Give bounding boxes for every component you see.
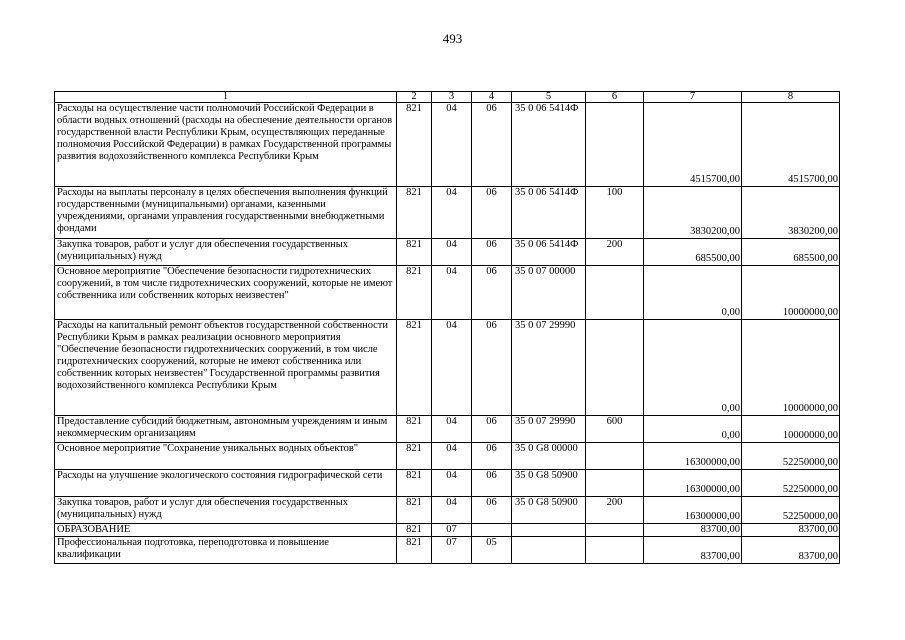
table-row	[55, 470, 840, 497]
row-section: 07	[432, 524, 472, 537]
table-row	[55, 443, 840, 470]
row-amount-col8: 10000000,00	[742, 320, 840, 416]
table-row	[55, 524, 840, 537]
table-row	[55, 239, 840, 266]
row-name: Закупка товаров, работ и услуг для обеспечения государственных (муниципальных) нужд	[55, 239, 397, 266]
row-amount-col8: 10000000,00	[742, 266, 840, 320]
table-row	[55, 266, 840, 320]
row-name: Расходы на улучшение экологического состояния гидрографической сети	[55, 470, 397, 497]
row-section: 04	[432, 103, 472, 187]
header-cell: 2	[397, 92, 432, 103]
row-target-article: 35 0 07 29990	[512, 416, 586, 443]
row-expense-type	[586, 470, 644, 497]
row-ministry-code: 821	[397, 497, 432, 524]
row-name: Расходы на выплаты персоналу в целях обеспечения выполнения функций государственными (муниципальными) органами, казенными учреждениями, органами управления государственными внебюджетными фондами	[55, 187, 397, 239]
row-amount-col7: 4515700,00	[644, 103, 742, 187]
header-cell: 6	[586, 92, 644, 103]
row-amount-col7: 3830200,00	[644, 187, 742, 239]
row-target-article: 35 0 06 5414Ф	[512, 239, 586, 266]
row-section: 04	[432, 266, 472, 320]
row-ministry-code: 821	[397, 537, 432, 564]
row-amount-col7: 0,00	[644, 320, 742, 416]
table-row	[55, 416, 840, 443]
row-ministry-code: 821	[397, 320, 432, 416]
header-cell: 7	[644, 92, 742, 103]
row-ministry-code: 821	[397, 266, 432, 320]
table-row	[55, 187, 840, 239]
row-expense-type: 200	[586, 239, 644, 266]
page-number: 493	[442, 31, 463, 46]
row-amount-col7: 83700,00	[644, 524, 742, 537]
row-amount-col7: 83700,00	[644, 537, 742, 564]
row-name: Расходы на осуществление части полномочий Российской Федерации в области водных отношений (расходы на обеспечение деятельности органов государственной власти Республики Крым, осуществляющих переданные полномочия Российской Федерации) в рамках Государственной программы развития водохозяйственного комплекса Республики Крым	[55, 103, 397, 187]
row-target-article: 35 0 06 5414Ф	[512, 187, 586, 239]
row-target-article: 35 0 06 5414Ф	[512, 103, 586, 187]
row-amount-col8: 83700,00	[742, 537, 840, 564]
row-amount-col8: 3830200,00	[742, 187, 840, 239]
budget-table	[54, 91, 840, 564]
table-row	[55, 103, 840, 187]
row-section: 04	[432, 187, 472, 239]
row-expense-type	[586, 320, 644, 416]
row-expense-type	[586, 537, 644, 564]
row-ministry-code: 821	[397, 239, 432, 266]
row-section: 04	[432, 443, 472, 470]
header-cell: 1	[55, 92, 397, 103]
row-ministry-code: 821	[397, 416, 432, 443]
row-ministry-code: 821	[397, 470, 432, 497]
row-target-article: 35 0 G8 50900	[512, 470, 586, 497]
row-expense-type: 100	[586, 187, 644, 239]
row-amount-col8: 52250000,00	[742, 497, 840, 524]
row-name: Предоставление субсидий бюджетным, автономным учреждениям и иным некоммерческим организациям	[55, 416, 397, 443]
row-amount-col7: 16300000,00	[644, 497, 742, 524]
row-amount-col8: 83700,00	[742, 524, 840, 537]
row-name: ОБРАЗОВАНИЕ	[55, 524, 397, 537]
row-section: 04	[432, 320, 472, 416]
header-cell: 8	[742, 92, 840, 103]
row-subsection: 06	[472, 470, 512, 497]
row-subsection: 06	[472, 443, 512, 470]
row-target-article	[512, 537, 586, 564]
row-section: 04	[432, 239, 472, 266]
row-subsection: 06	[472, 239, 512, 266]
row-section: 04	[432, 416, 472, 443]
table-header-row	[55, 92, 840, 103]
table-row	[55, 537, 840, 564]
row-ministry-code: 821	[397, 187, 432, 239]
row-subsection: 06	[472, 497, 512, 524]
row-subsection: 06	[472, 103, 512, 187]
row-amount-col8: 10000000,00	[742, 416, 840, 443]
row-section: 04	[432, 497, 472, 524]
row-target-article: 35 0 07 00000	[512, 266, 586, 320]
row-name: Расходы на капитальный ремонт объектов государственной собственности Республики Крым в рамках реализации основного мероприятия "Обеспечение безопасности гидротехнических сооружений, в том числе гидротехнических сооружений, которые не имеют собственника или собственник которых неизвестен" Государственной программы развития водохозяйственного комплекса Республики Крым	[55, 320, 397, 416]
row-expense-type	[586, 443, 644, 470]
row-name: Основное мероприятие "Обеспечение безопасности гидротехнических сооружений, в том числе гидротехнических сооружений, которые не имеют собственника или собственник которых неизвестен"	[55, 266, 397, 320]
row-target-article	[512, 524, 586, 537]
row-subsection: 06	[472, 187, 512, 239]
row-name: Профессиональная подготовка, переподготовка и повышение квалификации	[55, 537, 397, 564]
table-row	[55, 320, 840, 416]
row-target-article: 35 0 07 29990	[512, 320, 586, 416]
row-target-article: 35 0 G8 00000	[512, 443, 586, 470]
row-expense-type	[586, 524, 644, 537]
row-amount-col8: 4515700,00	[742, 103, 840, 187]
row-name: Основное мероприятие "Сохранение уникальных водных объектов"	[55, 443, 397, 470]
header-cell: 5	[512, 92, 586, 103]
row-subsection: 06	[472, 320, 512, 416]
row-target-article: 35 0 G8 50900	[512, 497, 586, 524]
header-cell: 4	[472, 92, 512, 103]
row-name: Закупка товаров, работ и услуг для обеспечения государственных (муниципальных) нужд	[55, 497, 397, 524]
header-cell: 3	[432, 92, 472, 103]
row-amount-col7: 685500,00	[644, 239, 742, 266]
row-ministry-code: 821	[397, 103, 432, 187]
row-expense-type: 600	[586, 416, 644, 443]
row-subsection: 05	[472, 537, 512, 564]
row-ministry-code: 821	[397, 524, 432, 537]
table-row	[55, 497, 840, 524]
row-subsection	[472, 524, 512, 537]
row-amount-col8: 52250000,00	[742, 470, 840, 497]
row-subsection: 06	[472, 266, 512, 320]
row-subsection: 06	[472, 416, 512, 443]
row-expense-type: 200	[586, 497, 644, 524]
row-section: 04	[432, 470, 472, 497]
row-amount-col7: 16300000,00	[644, 443, 742, 470]
row-amount-col8: 52250000,00	[742, 443, 840, 470]
row-expense-type	[586, 266, 644, 320]
row-amount-col7: 16300000,00	[644, 470, 742, 497]
row-section: 07	[432, 537, 472, 564]
row-amount-col7: 0,00	[644, 266, 742, 320]
row-amount-col8: 685500,00	[742, 239, 840, 266]
row-ministry-code: 821	[397, 443, 432, 470]
row-amount-col7: 0,00	[644, 416, 742, 443]
row-expense-type	[586, 103, 644, 187]
